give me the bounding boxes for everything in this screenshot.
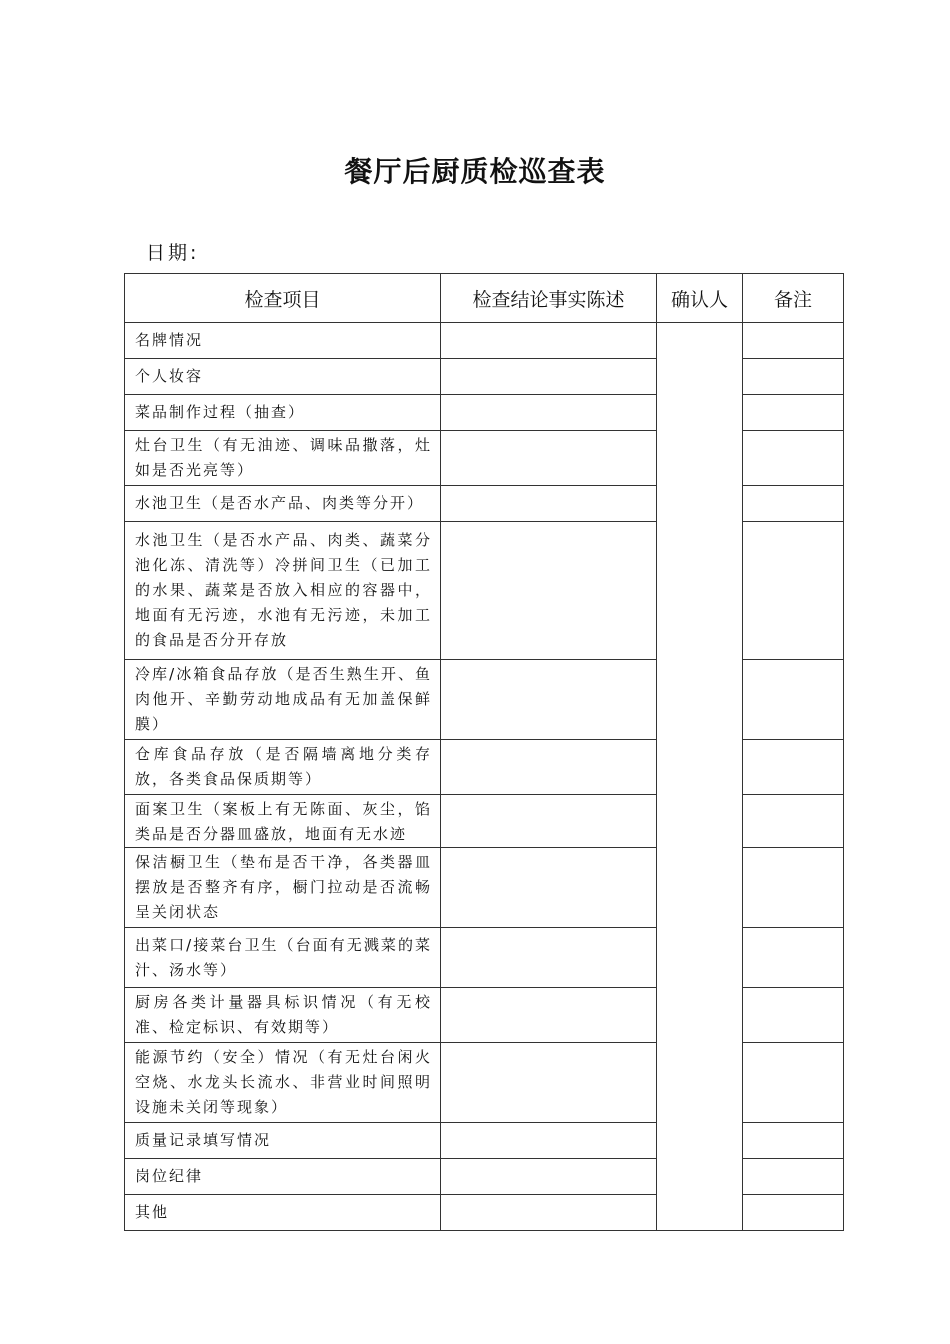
- confirmer-cell[interactable]: [657, 323, 743, 1231]
- remarks-cell[interactable]: [743, 359, 844, 395]
- findings-cell[interactable]: [441, 988, 657, 1043]
- remarks-cell[interactable]: [743, 740, 844, 795]
- remarks-cell[interactable]: [743, 988, 844, 1043]
- findings-cell[interactable]: [441, 848, 657, 928]
- remarks-cell[interactable]: [743, 486, 844, 522]
- row-item-label: 能源节约（安全）情况（有无灶台闲火空烧、水龙头长流水、非营业时间照明设施未关闭等现象）: [125, 1043, 441, 1123]
- findings-cell[interactable]: [441, 522, 657, 660]
- row-item-label: 个人妆容: [125, 359, 441, 395]
- header-inspection-item: 检查项目: [125, 274, 441, 323]
- remarks-cell[interactable]: [743, 1159, 844, 1195]
- findings-cell[interactable]: [441, 359, 657, 395]
- findings-cell[interactable]: [441, 486, 657, 522]
- row-item-label: 质量记录填写情况: [125, 1123, 441, 1159]
- findings-cell[interactable]: [441, 1043, 657, 1123]
- row-item-label: 冷库/冰箱食品存放（是否生熟生开、鱼肉他开、辛勤劳动地成品有无加盖保鲜膜）: [125, 660, 441, 740]
- findings-cell[interactable]: [441, 928, 657, 988]
- remarks-cell[interactable]: [743, 660, 844, 740]
- header-findings: 检查结论事实陈述: [441, 274, 657, 323]
- table-row: [125, 323, 844, 359]
- remarks-cell[interactable]: [743, 1123, 844, 1159]
- row-item-label: 灶台卫生（有无油迹、调味品撒落，灶如是否光亮等）: [125, 431, 441, 486]
- findings-cell[interactable]: [441, 740, 657, 795]
- findings-cell[interactable]: [441, 323, 657, 359]
- row-item-label: 仓库食品存放（是否隔墙离地分类存放，各类食品保质期等）: [125, 740, 441, 795]
- row-item-label-cell: [125, 795, 441, 848]
- row-item-label: 出菜口/接菜台卫生（台面有无溅菜的菜汁、汤水等）: [125, 928, 441, 988]
- findings-cell[interactable]: [441, 795, 657, 848]
- remarks-cell[interactable]: [743, 323, 844, 359]
- inspection-table: [124, 273, 844, 1231]
- remarks-cell[interactable]: [743, 795, 844, 848]
- remarks-cell[interactable]: [743, 431, 844, 486]
- findings-cell[interactable]: [441, 660, 657, 740]
- remarks-cell[interactable]: [743, 928, 844, 988]
- header-remarks: 备注: [743, 274, 844, 323]
- row-item-label: 其他: [125, 1195, 441, 1231]
- findings-cell[interactable]: [441, 431, 657, 486]
- table-header-row: [125, 274, 844, 323]
- row-item-label: 岗位纪律: [125, 1159, 441, 1195]
- remarks-cell[interactable]: [743, 848, 844, 928]
- remarks-cell[interactable]: [743, 395, 844, 431]
- findings-cell[interactable]: [441, 395, 657, 431]
- findings-cell[interactable]: [441, 1195, 657, 1231]
- findings-cell[interactable]: [441, 1123, 657, 1159]
- row-item-label: 水池卫生（是否水产品、肉类、蔬菜分池化冻、清洗等）冷拼间卫生（已加工的水果、蔬菜是否放入相应的容器中，地面有无污迹，水池有无污迹，未加工的食品是否分开存放: [125, 522, 441, 660]
- row-item-label: 保洁橱卫生（垫布是否干净，各类器皿摆放是否整齐有序，橱门拉动是否流畅呈关闭状态: [125, 848, 441, 928]
- row-item-label: 面案卫生（案板上有无陈面、灰尘，馅类品是否分器皿盛放，地面有无水迹: [135, 800, 432, 843]
- row-item-label: 名牌情况: [125, 323, 441, 359]
- page-title: 餐厅后厨质检巡查表: [344, 155, 606, 188]
- row-item-label: 厨房各类计量器具标识情况（有无校准、检定标识、有效期等）: [125, 988, 441, 1043]
- remarks-cell[interactable]: [743, 522, 844, 660]
- header-confirmer: 确认人: [657, 274, 743, 323]
- remarks-cell[interactable]: [743, 1043, 844, 1123]
- remarks-cell[interactable]: [743, 1195, 844, 1231]
- findings-cell[interactable]: [441, 1159, 657, 1195]
- date-label: 日期:: [146, 242, 200, 264]
- row-item-label: 菜品制作过程（抽查）: [125, 395, 441, 431]
- row-item-label: 水池卫生（是否水产品、肉类等分开）: [125, 486, 441, 522]
